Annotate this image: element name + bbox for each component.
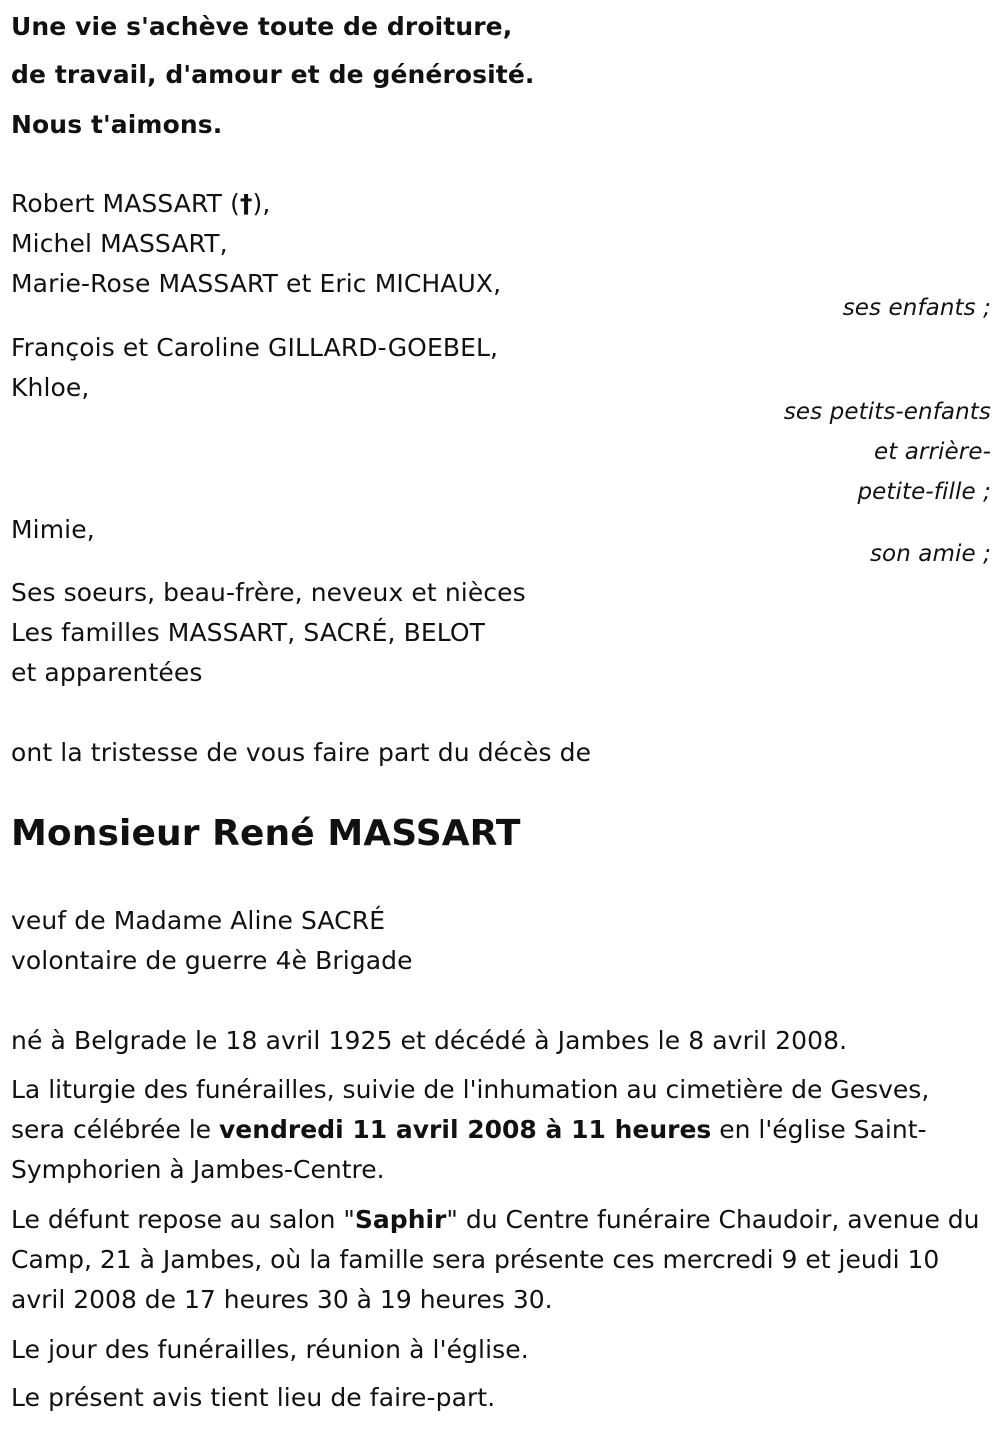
grandchildren-label-1: ses petits-enfants xyxy=(783,399,991,425)
salon-name: Saphir xyxy=(354,1205,447,1234)
child-name-2: Michel MASSART, xyxy=(11,229,228,258)
liturgy-paragraph xyxy=(11,1070,986,1190)
birth-death-text: né à Belgrade le 18 avril 1925 et décédé à Jambes le 8 avril 2008. xyxy=(11,1026,848,1055)
deceased-detail-1: veuf de Madame Aline SACRÉ xyxy=(11,906,386,935)
grandchildren-label-2: et arrière- xyxy=(873,439,991,465)
relatives-line-1: Ses soeurs, beau-frère, neveux et nièces xyxy=(11,578,526,607)
child-name-1-suffix: ), xyxy=(252,189,271,218)
friend-name: Mimie, xyxy=(11,515,95,544)
liturgy-text-end: en l'église Saint-Symphorien à Jambes-Centre. xyxy=(11,1115,927,1184)
children-label: ses enfants ; xyxy=(842,295,991,321)
notice-text: Le présent avis tient lieu de faire-part. xyxy=(11,1383,496,1412)
deceased-name: Monsieur René MASSART xyxy=(11,813,521,854)
rest-text-start: Le défunt repose au salon " xyxy=(11,1205,355,1234)
cross-icon: † xyxy=(239,189,253,218)
relatives-line-2: Les familles MASSART, SACRÉ, BELOT xyxy=(11,618,486,647)
liturgy-text-start: La liturgie des funérailles, suivie de l'inhumation au cimetière de Gesves, sera célébrée le xyxy=(11,1075,930,1144)
grandchild-name-2: Khloe, xyxy=(11,373,90,402)
friend-label: son amie ; xyxy=(869,541,991,567)
child-name-3: Marie-Rose MASSART et Eric MICHAUX, xyxy=(11,269,502,298)
gathering-text: Le jour des funérailles, réunion à l'église. xyxy=(11,1335,529,1364)
relatives-line-3: et apparentées xyxy=(11,658,203,687)
epigraph-line-1: Une vie s'achève toute de droiture, xyxy=(11,12,513,41)
epigraph-line-2: de travail, d'amour et de générosité. xyxy=(11,60,535,89)
deceased-detail-2: volontaire de guerre 4è Brigade xyxy=(11,946,413,975)
epigraph-line-3: Nous t'aimons. xyxy=(11,110,223,139)
announcement-text: ont la tristesse de vous faire part du décès de xyxy=(11,738,592,767)
rest-text-end: " du Centre funéraire Chaudoir, avenue du Camp, 21 à Jambes, où la famille sera présente ces mercredi 9 et jeudi 10 avril 2008 de 17 heures 30 à 19 heures 30. xyxy=(11,1205,980,1314)
rest-paragraph xyxy=(11,1200,986,1320)
grandchildren-label-3: petite-fille ; xyxy=(857,479,991,505)
child-name-1-text: Robert MASSART ( xyxy=(11,189,240,218)
liturgy-date: vendredi 11 avril 2008 à 11 heures xyxy=(218,1115,712,1144)
obituary-notice xyxy=(11,0,991,1435)
grandchild-name-1: François et Caroline GILLARD-GOEBEL, xyxy=(11,333,499,362)
child-name-1 xyxy=(11,184,270,224)
